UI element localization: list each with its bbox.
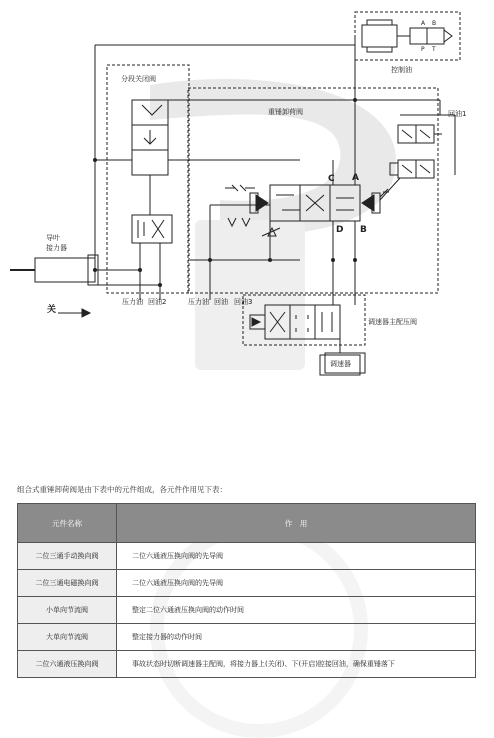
segment-valve-label: 分段关闭阀	[121, 75, 156, 83]
port-b-label: B	[360, 225, 367, 235]
cell-function: 二位六通液压换向阀的先导阀	[117, 570, 476, 597]
table-row	[18, 570, 476, 597]
cell-component: 大单向节流阀	[18, 624, 117, 651]
control-oil-label: 控制油	[391, 66, 412, 74]
manual-valve	[225, 185, 255, 191]
table-row	[18, 624, 476, 651]
control-motor	[362, 25, 397, 47]
return-oil-2-label: 回油2	[148, 298, 167, 306]
valve-b-label: B	[432, 20, 437, 27]
table-row	[18, 543, 476, 570]
pressure-oil-label-a: 压力油	[122, 298, 143, 306]
valve-a-label: A	[421, 20, 426, 27]
cell-function: 整定接力器的动作时间	[117, 624, 476, 651]
components-table	[17, 503, 476, 678]
guide-vane-servo-label: 导叶 接力器	[46, 234, 67, 252]
table-row	[18, 597, 476, 624]
port-d-label: D	[336, 225, 344, 235]
watermark-shape	[150, 79, 396, 370]
heavy-hammer-valve-label: 重锤卸荷阀	[268, 108, 303, 116]
cell-component: 小单向节流阀	[18, 597, 117, 624]
port-c-label: C	[328, 174, 335, 184]
governor-label: 调速器	[330, 360, 351, 368]
guide-vane-servo-body	[35, 258, 95, 282]
cell-component: 二位六通液压换向阀	[18, 651, 117, 678]
cell-function: 事故状态时切断调速器主配阀，将接力器上(关闭)、下(开启)腔接回油，确保重锤落下	[117, 651, 476, 678]
return-oil-1-label: 回油1	[448, 110, 467, 118]
return-oil-3-label: 回油3	[234, 298, 253, 306]
cell-function: 整定二位六通液压换向阀的动作时间	[117, 597, 476, 624]
port-a-label: A	[352, 173, 359, 183]
return-oil-label-b: 回油	[214, 298, 228, 306]
valve-p-label: P	[421, 46, 425, 53]
cell-component: 二位三通手动换向阀	[18, 543, 117, 570]
cell-function: 二位六通液压换向阀的先导阀	[117, 543, 476, 570]
valve-t-label: T	[432, 46, 436, 53]
pressure-oil-label-b: 压力油	[188, 298, 209, 306]
header-component-name: 元件名称	[18, 504, 117, 543]
cell-component: 二位三通电磁换向阀	[18, 570, 117, 597]
header-function: 作 用	[117, 504, 476, 543]
close-label: 关	[47, 305, 57, 315]
governor-main-valve-label: 调速器主配压阀	[368, 318, 417, 326]
table-row	[18, 651, 476, 678]
table-header-row	[18, 504, 476, 543]
close-arrow	[58, 309, 90, 317]
intro-text: 组合式重锤卸荷阀是由下表中的元件组成，各元件作用见下表：	[17, 485, 227, 494]
